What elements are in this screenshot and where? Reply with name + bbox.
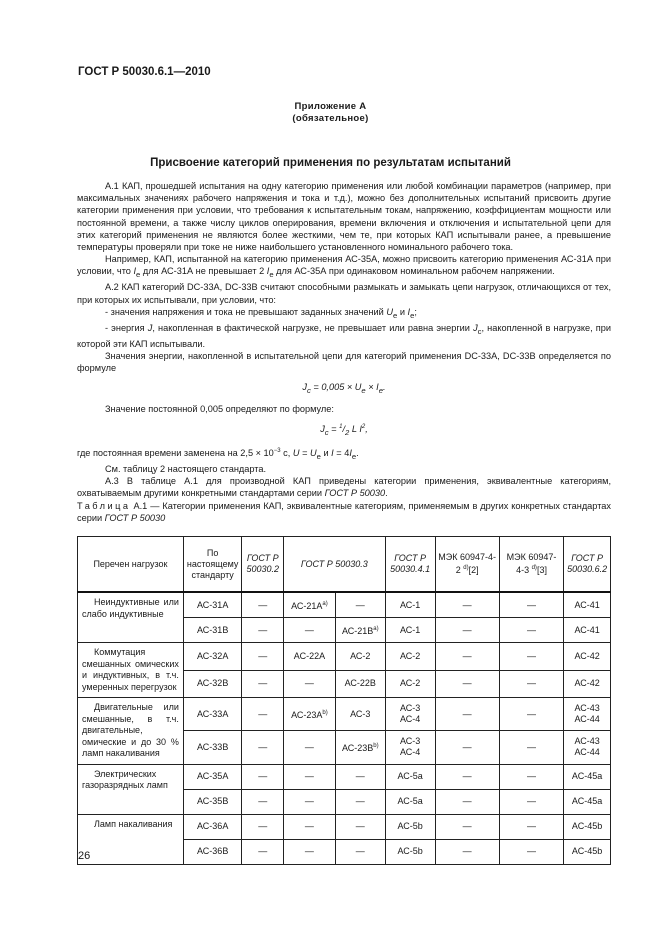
table-cell: АС-42 (564, 643, 611, 671)
load-type-cell: Неиндуктивные или слабо индуктивные (78, 592, 184, 643)
table-caption: Таблица А.1 — Категории применения КАП, эквивалентные категориям, применяемым в других конкретных стандартах серии ГОСТ Р 50030 (77, 500, 612, 523)
load-type-cell: Электрических газоразрядных ламп (78, 764, 184, 814)
table-cell: АС-5a (385, 789, 435, 814)
load-type-cell: Ламп накаливания (78, 814, 184, 864)
header-gost-50030-6-2: ГОСТ Р 50030.6.2 (564, 537, 611, 593)
paragraph-constant: Значение постоянной 0,005 определяют по формуле: (105, 403, 334, 414)
table-row (78, 764, 611, 789)
table-cell: — (335, 814, 385, 839)
categories-table (77, 536, 611, 865)
page-number: 26 (78, 850, 91, 862)
table-cell: — (335, 839, 385, 864)
table-cell: $АС-21В^{a)}$ (335, 618, 385, 643)
table-cell: — (242, 731, 284, 764)
table-cell: — (283, 618, 335, 643)
table-body (78, 592, 611, 864)
table-cell: АС-3 (335, 698, 385, 731)
paragraph-example: Например, КАП, испытанной на категорию применения АС-35А, можно присвоить категорию применения АС-31А при условии, что $I_e$ для АС-31А не превышает 2 $I_e$ для АС-35А при одинаковом номинальном рабочем напряжении. (77, 254, 611, 280)
table-cell: — (242, 670, 284, 698)
table-cell: — (499, 764, 563, 789)
table-cell: — (335, 764, 385, 789)
header-loads: Перечен нагрузок (78, 537, 184, 593)
annex-status: (обязательное) (292, 113, 369, 124)
formula-jc-inductance: $J_c = ^1/_2$ L $I^2$, (320, 423, 368, 437)
table-cell: — (242, 592, 284, 618)
table-cell: АС-43 АС-44 (564, 731, 611, 764)
bullet-energy: - энергия J, накопленная в фактической нагрузке, не превышает или равна энергии $J_c$, накопленной в нагрузке, при которой эти КАП испытывали. (77, 322, 612, 349)
table-cell: — (283, 731, 335, 764)
table-cell: $АС-23А^{b)}$ (283, 698, 335, 731)
table-cell: АС-2 (385, 643, 435, 671)
table-cell: АС-5b (385, 839, 435, 864)
table-cell: АС-36А (183, 814, 242, 839)
table-cell: — (242, 814, 284, 839)
table-cell: — (435, 731, 499, 764)
table-cell: — (242, 839, 284, 864)
table-cell: АС-33А (183, 698, 242, 731)
table-cell: АС-31В (183, 618, 242, 643)
table-cell: — (499, 839, 563, 864)
annex-label: Приложение А (294, 101, 367, 112)
table-cell: АС-45b (564, 839, 611, 864)
table-cell: — (499, 731, 563, 764)
table-cell: — (499, 643, 563, 671)
bullet-voltage-current: - значения напряжения и тока не превышают заданных значений $U_e$ и $I_e$; (105, 306, 417, 320)
table-row (78, 592, 611, 618)
table-row (78, 643, 611, 671)
table-cell: — (335, 592, 385, 618)
table-cell: АС-5b (385, 814, 435, 839)
table-cell: — (435, 814, 499, 839)
table-cell: — (242, 643, 284, 671)
table-cell: АС-35В (183, 789, 242, 814)
section-title: Присвоение категорий применения по результатам испытаний (150, 157, 511, 169)
table-cell: — (435, 839, 499, 864)
table-cell: — (283, 789, 335, 814)
table-cell: — (242, 764, 284, 789)
header-gost-50030-2: ГОСТ Р 50030.2 (242, 537, 284, 593)
table-cell: АС-32В (183, 670, 242, 698)
table-cell: — (435, 789, 499, 814)
paragraph-a1: А.1 КАП, прошедшей испытания на одну категорию применения или любой комбинации параметров (например, при максимальных значениях рабочего напряжения и тока и т.д.), можно без дополнительных испытаний присвоить другие категории применения при условии, что требования к испытательным токам, напряжению, коэффициентам мощности или постоянной времени, а также числу циклов оперирования, времени включения и отключения и испытательной цепи для этих категорий применения не являются более жесткими, чем те, при которых КАП испытывали ранее, а превышение температуры проверяли при токе не ниже наибольшего установленного номинального рабочего тока. (77, 181, 611, 253)
table-cell: — (435, 618, 499, 643)
load-type-cell: Двигательные или смешанные, в т.ч. двигательные, омические и до 30 % ламп накаливания (78, 698, 184, 765)
table-cell: — (283, 670, 335, 698)
table-cell: АС-5a (385, 764, 435, 789)
table-cell: АС-3 АС-4 (385, 698, 435, 731)
table-cell: АС-45b (564, 814, 611, 839)
table-cell: — (242, 789, 284, 814)
table-cell: — (499, 789, 563, 814)
table-cell: — (242, 698, 284, 731)
table-cell: АС-41 (564, 592, 611, 618)
table-cell: — (499, 670, 563, 698)
load-type-cell: Коммутация смешанных омических и индуктивных, в т.ч. умеренных перегрузок (78, 643, 184, 698)
table-cell: — (435, 670, 499, 698)
paragraph-a3: А.3 В таблице А.1 для производной КАП приведены категории применения, эквивалентные категориям, охватываемым другими конкретными стандартами серии ГОСТ Р 50030. (77, 476, 611, 499)
table-cell: — (242, 618, 284, 643)
table-cell: АС-43 АС-44 (564, 698, 611, 731)
table-cell: $АС-23В^{b)}$ (335, 731, 385, 764)
header-iec-60947-4-2: МЭК 60947-4-2 $^{d)}$[2] (435, 537, 499, 593)
table-cell: — (499, 814, 563, 839)
header-gost-50030-4-1: ГОСТ Р 50030.4.1 (385, 537, 435, 593)
paragraph-see-table: См. таблицу 2 настоящего стандарта. (105, 463, 267, 474)
table-cell: АС-41 (564, 618, 611, 643)
table-cell: — (283, 814, 335, 839)
formula-jc: $J_c = 0,005 \times U_e \times I_e$. (302, 381, 386, 395)
table-row (78, 814, 611, 839)
table-cell: $АС-21А^{a)}$ (283, 592, 335, 618)
table-cell: АС-1 (385, 592, 435, 618)
table-cell: — (435, 643, 499, 671)
table-cell: АС-1 (385, 618, 435, 643)
table-cell: — (283, 839, 335, 864)
table-cell: АС-31А (183, 592, 242, 618)
table-cell: — (335, 789, 385, 814)
table-cell: АС-45a (564, 789, 611, 814)
table-cell: — (435, 592, 499, 618)
header-gost-50030-3: ГОСТ Р 50030.3 (283, 537, 385, 593)
table-cell: АС-2 (385, 670, 435, 698)
header-iec-60947-4-3: МЭК 60947- 4-3 $^{d)}$[3] (499, 537, 563, 593)
header-this-standard: По настоящему стандарту (183, 537, 242, 593)
table-cell: АС-45a (564, 764, 611, 789)
table-cell: — (435, 698, 499, 731)
paragraph-energy: Значения энергии, накопленной в испытательной цепи для категорий применения DC-33А, DC-33В определяется по формуле (77, 351, 611, 374)
table-cell: АС-22А (283, 643, 335, 671)
table-cell: АС-35А (183, 764, 242, 789)
table-cell: — (499, 698, 563, 731)
table-cell: — (435, 764, 499, 789)
table-cell: — (283, 764, 335, 789)
table-cell: АС-22В (335, 670, 385, 698)
table-cell: — (499, 592, 563, 618)
paragraph-a2: А.2 КАП категорий DC-33А, DC-33В считают способными размыкать и замыкать цепи нагрузок, отличающихся от тех, при которых их испытывали, при условии, что: (77, 282, 611, 305)
table-header-row (78, 537, 611, 593)
annex-heading (0, 101, 661, 125)
table-cell: АС-2 (335, 643, 385, 671)
table-cell: АС-32А (183, 643, 242, 671)
table-cell: АС-33В (183, 731, 242, 764)
document-header: ГОСТ Р 50030.6.1—2010 (78, 66, 211, 78)
document-body (77, 180, 611, 524)
table-cell: — (499, 618, 563, 643)
paragraph-where: где постоянная времени заменена на $2,5 \times 10^{-3}$ с, $U = U_e$ и $I = 4I_e$. (77, 447, 359, 461)
table-cell: АС-42 (564, 670, 611, 698)
table-cell: АС-3 АС-4 (385, 731, 435, 764)
table-row (78, 698, 611, 731)
table-cell: АС-36В (183, 839, 242, 864)
